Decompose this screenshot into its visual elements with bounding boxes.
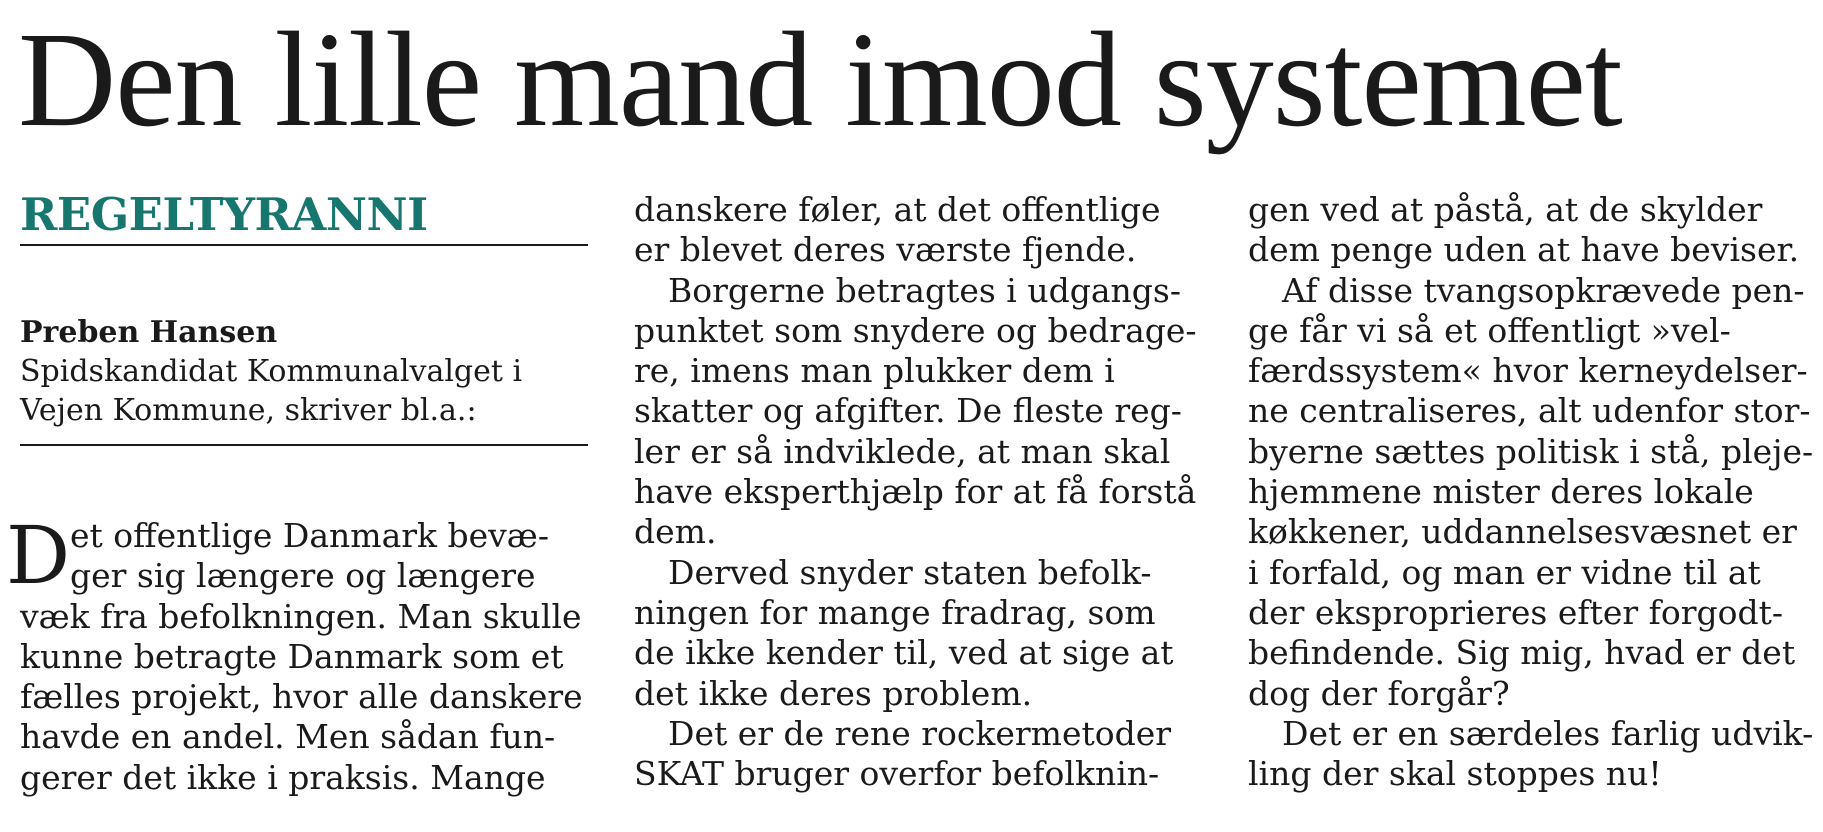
- column-3: [1248, 190, 1823, 794]
- text-line: ningen for mange fradrag, som: [634, 592, 1156, 632]
- byline-divider: [20, 444, 588, 446]
- headline: Den lille mand imod systemet: [18, 5, 1622, 155]
- text-line: dem penge uden at have beviser.: [1248, 230, 1800, 270]
- text-line: ge får vi så et offentligt »vel-: [1248, 310, 1731, 350]
- kicker-divider: [20, 244, 588, 246]
- text-line: Derved snyder staten befolk-: [668, 552, 1152, 592]
- text-line: re, imens man plukker dem i: [634, 351, 1115, 391]
- text-line: havde en andel. Men sådan fun-: [20, 717, 556, 757]
- column-1: [6, 188, 610, 798]
- text-line: hjemmene mister deres lokale: [1248, 472, 1754, 512]
- text-line: ler er så indviklede, at man skal: [634, 431, 1171, 471]
- text-line: skatter og afgifter. De fleste reg-: [634, 391, 1182, 431]
- text-line: Det er en særdeles farlig udvik-: [1282, 713, 1814, 753]
- text-line: væk fra befolkningen. Man skulle: [20, 596, 582, 636]
- byline: [20, 313, 610, 430]
- text-line: fælles projekt, hvor alle danskere: [20, 677, 583, 717]
- text-line: ling der skal stoppes nu!: [1248, 754, 1662, 794]
- text-line: SKAT bruger overfor befolknin-: [634, 754, 1160, 794]
- article-body: [634, 190, 1224, 794]
- text-line: ger sig længere og længere: [70, 556, 536, 596]
- text-line: der eksproprieres efter forgodt-: [1248, 592, 1784, 632]
- text-line: dog der forgår?: [1248, 673, 1510, 713]
- text-line: Det er de rene rockermetoder: [668, 713, 1172, 753]
- text-line: de ikke kender til, ved at sige at: [634, 633, 1174, 673]
- text-line: gen ved at påstå, at de skylder: [1248, 190, 1763, 229]
- text-line: befindende. Sig mig, hvad er det: [1248, 633, 1796, 673]
- text-line: færdssystem« hvor kerneydelser-: [1248, 351, 1808, 391]
- author-role: Vejen Kommune, skriver bl.a.:: [20, 393, 477, 428]
- text-line: køkkener, uddannelsesvæsnet er: [1248, 512, 1797, 552]
- article-body: [6, 509, 610, 798]
- text-line: dem.: [634, 512, 717, 552]
- drop-cap: D: [6, 509, 71, 602]
- text-line: punktet som snydere og bedrage-: [634, 310, 1197, 350]
- text-line: byerne sættes politisk i stå, pleje-: [1248, 431, 1814, 471]
- text-line: Af disse tvangsopkrævede pen-: [1282, 270, 1805, 310]
- author-name: Preben Hansen: [20, 315, 278, 350]
- column-2: [634, 190, 1224, 794]
- text-line: Borgerne betragtes i udgangs-: [668, 270, 1181, 310]
- text-line: gerer det ikke i praksis. Mange: [20, 757, 546, 797]
- article-body: [1248, 190, 1823, 794]
- text-line: er blevet deres værste fjende.: [634, 230, 1137, 270]
- text-line: i forfald, og man er vidne til at: [1248, 552, 1761, 592]
- text-line: ne centraliseres, alt udenfor stor-: [1248, 391, 1811, 431]
- section-kicker: REGELTYRANNI: [20, 188, 428, 241]
- text-line: kunne betragte Danmark som et: [20, 636, 564, 676]
- text-line: have eksperthjælp for at få forstå: [634, 472, 1197, 512]
- text-line: det ikke deres problem.: [634, 673, 1033, 713]
- author-role: Spidskandidat Kommunalvalget i: [20, 354, 523, 389]
- text-line: danskere føler, at det offentlige: [634, 190, 1161, 229]
- text-line: et offentlige Danmark bevæ-: [70, 516, 549, 555]
